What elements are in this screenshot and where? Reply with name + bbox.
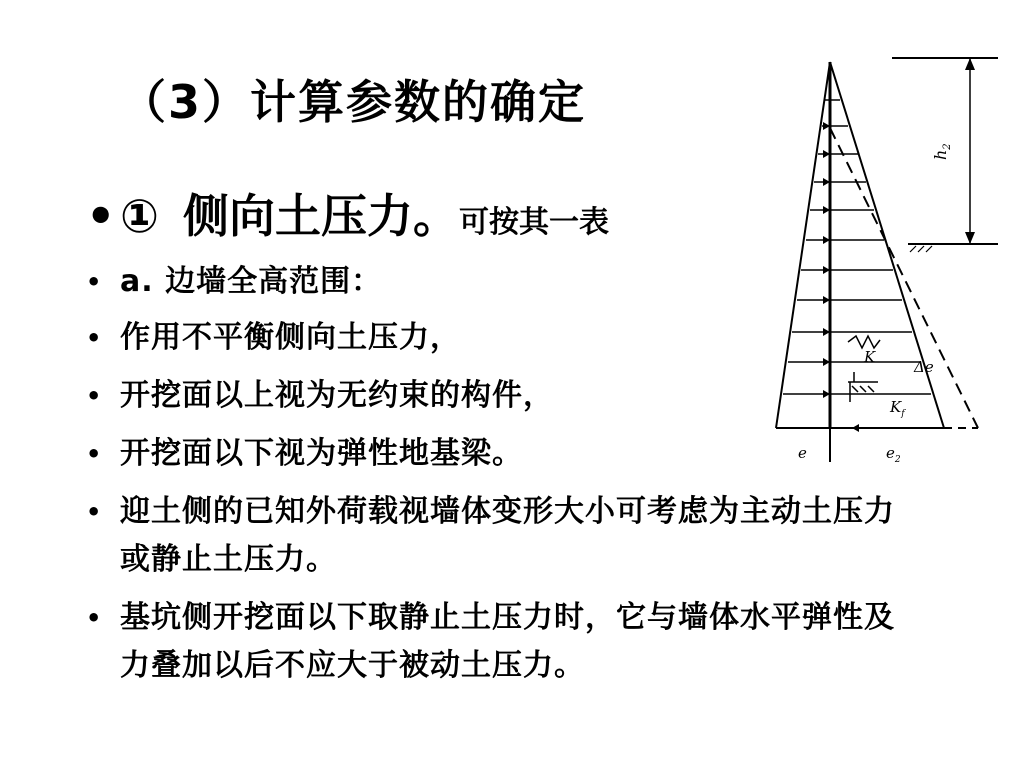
circled-number: ①	[120, 189, 159, 243]
list-item	[86, 594, 920, 690]
bullet-dot: •	[86, 440, 102, 468]
label-h2: $h_2$	[931, 143, 953, 160]
bullet-dot: •	[86, 604, 102, 632]
label-kf: $K_f$	[890, 398, 905, 419]
bullet-dot: •	[86, 498, 102, 526]
list-item-text: 迎土侧的已知外荷载视墙体变形大小可考虑为主动土压力或静止土压力。	[120, 494, 895, 577]
left-triangle-edge	[776, 62, 830, 428]
list-item-text: 开挖面以上视为无约束的构件，	[120, 378, 554, 413]
list-item-text: a. 边墙全高范围：	[120, 264, 383, 299]
heading-main: 侧向土压力。	[182, 189, 459, 243]
pressure-hatch-lines	[783, 100, 931, 394]
dim-arrow-top	[965, 58, 975, 70]
label-k: K	[864, 348, 876, 366]
slide-title: （3）计算参数的确定	[120, 75, 587, 129]
bullet-dot: •	[86, 324, 102, 352]
list-item	[86, 488, 920, 584]
list-item-text: 开挖面以下视为弹性地基梁。	[120, 436, 523, 471]
dim-arrow-bottom	[965, 232, 975, 244]
list-item-text: 基坑侧开挖面以下取静止土压力时，它与墙体水平弹性及力叠加以后不应大于被动土压力。	[120, 600, 895, 683]
heading-tail: 可按其一表	[458, 205, 609, 240]
dashed-pressure-line	[830, 128, 978, 428]
label-e: e	[798, 444, 807, 462]
spring-k	[848, 336, 880, 348]
arrowheads	[823, 122, 859, 432]
earth-pressure-diagram	[768, 50, 1008, 470]
spring-kf	[848, 372, 878, 392]
ground-hatch	[910, 246, 932, 252]
list-item-text: 作用不平衡侧向土压力，	[120, 320, 461, 355]
bullet-dot: •	[86, 382, 102, 410]
bullet-dot: •	[86, 189, 116, 243]
label-delta-e: Δe	[914, 358, 934, 376]
bullet-dot: •	[86, 268, 102, 296]
label-e2: $e_2$	[886, 444, 901, 465]
heading-bullet	[86, 180, 609, 246]
